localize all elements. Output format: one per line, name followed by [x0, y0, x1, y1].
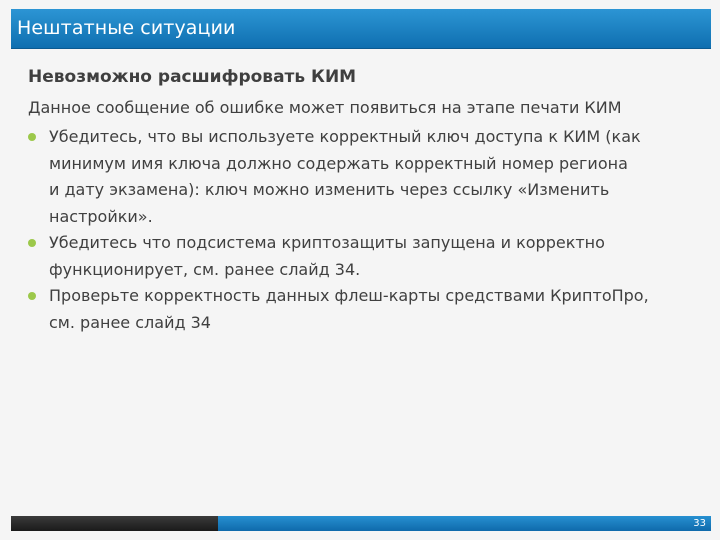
section-heading: Невозможно расшифровать КИМ [28, 67, 357, 87]
bullet-dot-icon [28, 133, 36, 141]
intro-text: Данное сообщение об ошибке может появиться на этапе печати КИМ [28, 98, 622, 117]
bullet-line: и дату экзамена): ключ можно изменить через ссылку «Изменить [49, 180, 610, 199]
bullet-item [28, 124, 688, 230]
footer-bar-blue [218, 516, 711, 531]
bullet-dot-icon [28, 239, 36, 247]
bullet-dot-icon [28, 292, 36, 300]
bullet-item [28, 230, 688, 283]
bullet-item [28, 283, 688, 336]
page-number: 33 [693, 518, 706, 529]
footer-bar-dark [11, 516, 218, 531]
bullet-line: настройки». [49, 206, 153, 226]
bullet-line: Убедитесь, что вы используете корректный ключ доступа к КИМ (как [49, 127, 641, 146]
slide-title-bar [11, 9, 711, 49]
slide-title: Нештатные ситуации [17, 17, 236, 39]
bullet-line: минимум имя ключа должно содержать корректный номер региона [49, 153, 628, 173]
bullet-line: Убедитесь что подсистема криптозащиты запущена и корректно [49, 233, 605, 252]
bullet-line: функционирует, см. ранее слайд 34. [49, 259, 361, 279]
bullet-list [28, 124, 688, 336]
bullet-line: см. ранее слайд 34 [49, 312, 211, 332]
bullet-line: Проверьте корректность данных флеш-карты средствами КриптоПро, [49, 286, 649, 305]
